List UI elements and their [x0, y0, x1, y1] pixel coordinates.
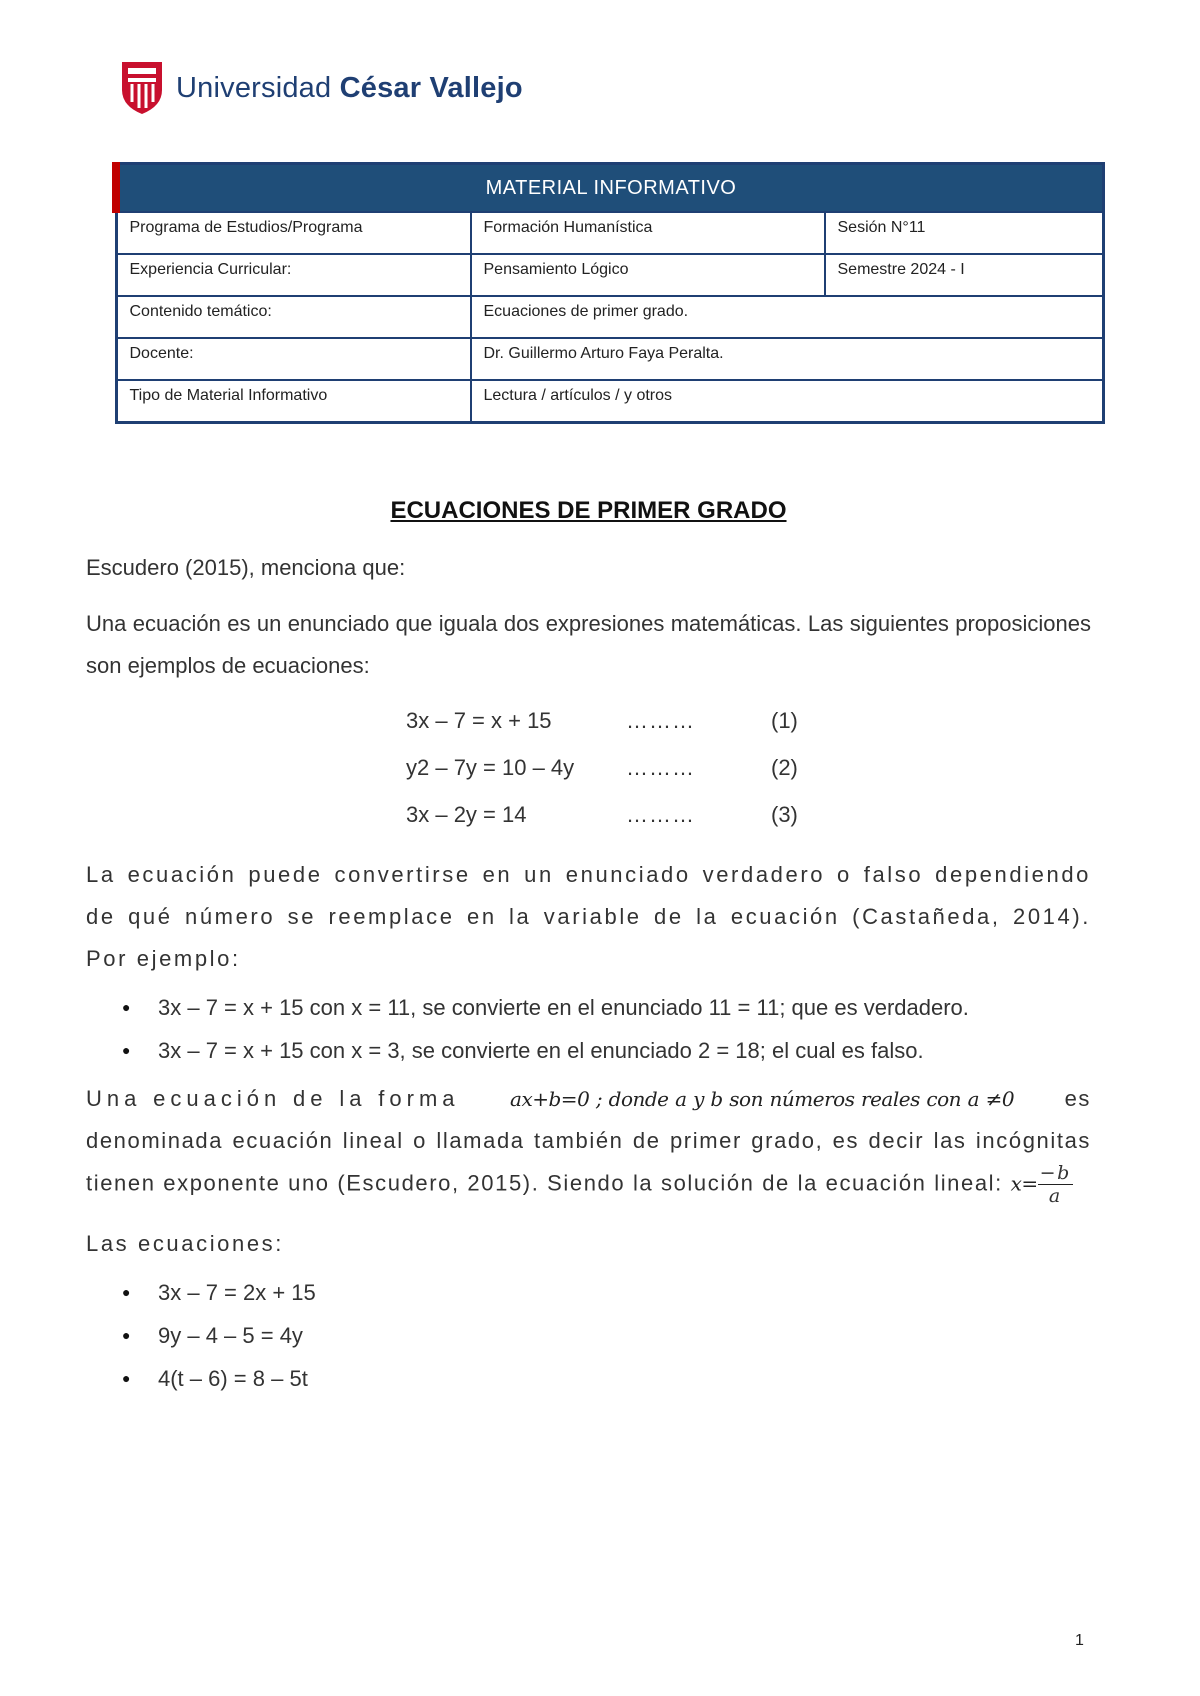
document-body	[86, 497, 1091, 1406]
solution-fraction: $\frac{-b}{a}$	[1039, 1162, 1071, 1207]
linear-equation-paragraph: Una ecuación de la forma ax+b=0 ; donde a y b son números reales con a ≠0 es denominada ecuación lineal o llamada también de primer grado, es decir las incógnitas tienen exponente uno (Escudero, 2015). Siendo la solución de la ecuación lineal: x= $\frac{-b}{a}$	[86, 1086, 1092, 1207]
list-item: ● 4(t – 6) = 8 – 5t	[86, 1357, 1091, 1400]
table-cell: Sesión N°11	[825, 212, 1104, 254]
list-item: ● 3x – 7 = x + 15 con x = 3, se convierte en el enunciado 2 = 18; el cual es falso.	[86, 1029, 1091, 1072]
truth-paragraph: La ecuación puede convertirse en un enunciado verdadero o falso dependiendo de qué número se reemplace en la variable de la ecuación (Castañeda, 2014). Por ejemplo:	[86, 862, 1091, 971]
linear-form-formula: ax+b=0 ; donde a y b son números reales con a ≠0	[510, 1087, 1015, 1111]
table-row	[116, 380, 1104, 423]
list-item: ● 9y – 4 – 5 = 4y	[86, 1314, 1091, 1357]
list-item: ● 3x – 7 = x + 15 con x = 11, se convierte en el enunciado 11 = 11; que es verdadero.	[86, 986, 1091, 1029]
material-info-table	[112, 162, 1105, 424]
solution-lhs: x=	[1010, 1171, 1038, 1196]
table-cell: Experiencia Curricular:	[116, 254, 471, 296]
equation-examples	[406, 697, 1091, 838]
document-title: ECUACIONES DE PRIMER GRADO	[390, 497, 787, 524]
list-item: ● 3x – 7 = 2x + 15	[86, 1271, 1091, 1314]
table-cell: Ecuaciones de primer grado.	[471, 296, 1104, 338]
table-cell: Contenido temático:	[116, 296, 471, 338]
intro-paragraph: Escudero (2015), menciona que:	[86, 555, 406, 580]
table-row	[116, 296, 1104, 338]
table-row	[116, 254, 1104, 296]
definition-paragraph: Una ecuación es un enunciado que iguala dos expresiones matemáticas. Las siguientes proposiciones son ejemplos de ecuaciones:	[86, 611, 1091, 678]
page-number: 1	[1075, 1632, 1084, 1649]
table-cell: Pensamiento Lógico	[471, 254, 825, 296]
table-cell: Lectura / artículos / y otros	[471, 380, 1104, 423]
equation-row: 3x – 7 = x + 15 ……… (1)	[406, 707, 798, 733]
equations-intro: Las ecuaciones:	[86, 1231, 284, 1256]
table-title: MATERIAL INFORMATIVO	[116, 164, 1104, 213]
table-row	[116, 212, 1104, 254]
table-cell: Programa de Estudios/Programa	[116, 212, 471, 254]
university-logo	[118, 60, 523, 116]
table-row	[116, 338, 1104, 380]
table-cell: Docente:	[116, 338, 471, 380]
university-name: Universidad César Vallejo	[176, 71, 523, 104]
equation-row: y2 – 7y = 10 – 4y ……… (2)	[406, 754, 798, 780]
example-list	[86, 986, 1091, 1072]
table-cell: Tipo de Material Informativo	[116, 380, 471, 423]
table-cell: Dr. Guillermo Arturo Faya Peralta.	[471, 338, 1104, 380]
table-cell: Formación Humanística	[471, 212, 825, 254]
university-crest-icon	[118, 60, 166, 116]
table-cell: Semestre 2024 - I	[825, 254, 1104, 296]
equation-row: 3x – 2y = 14 ……… (3)	[406, 801, 798, 827]
equation-list	[86, 1271, 1091, 1400]
